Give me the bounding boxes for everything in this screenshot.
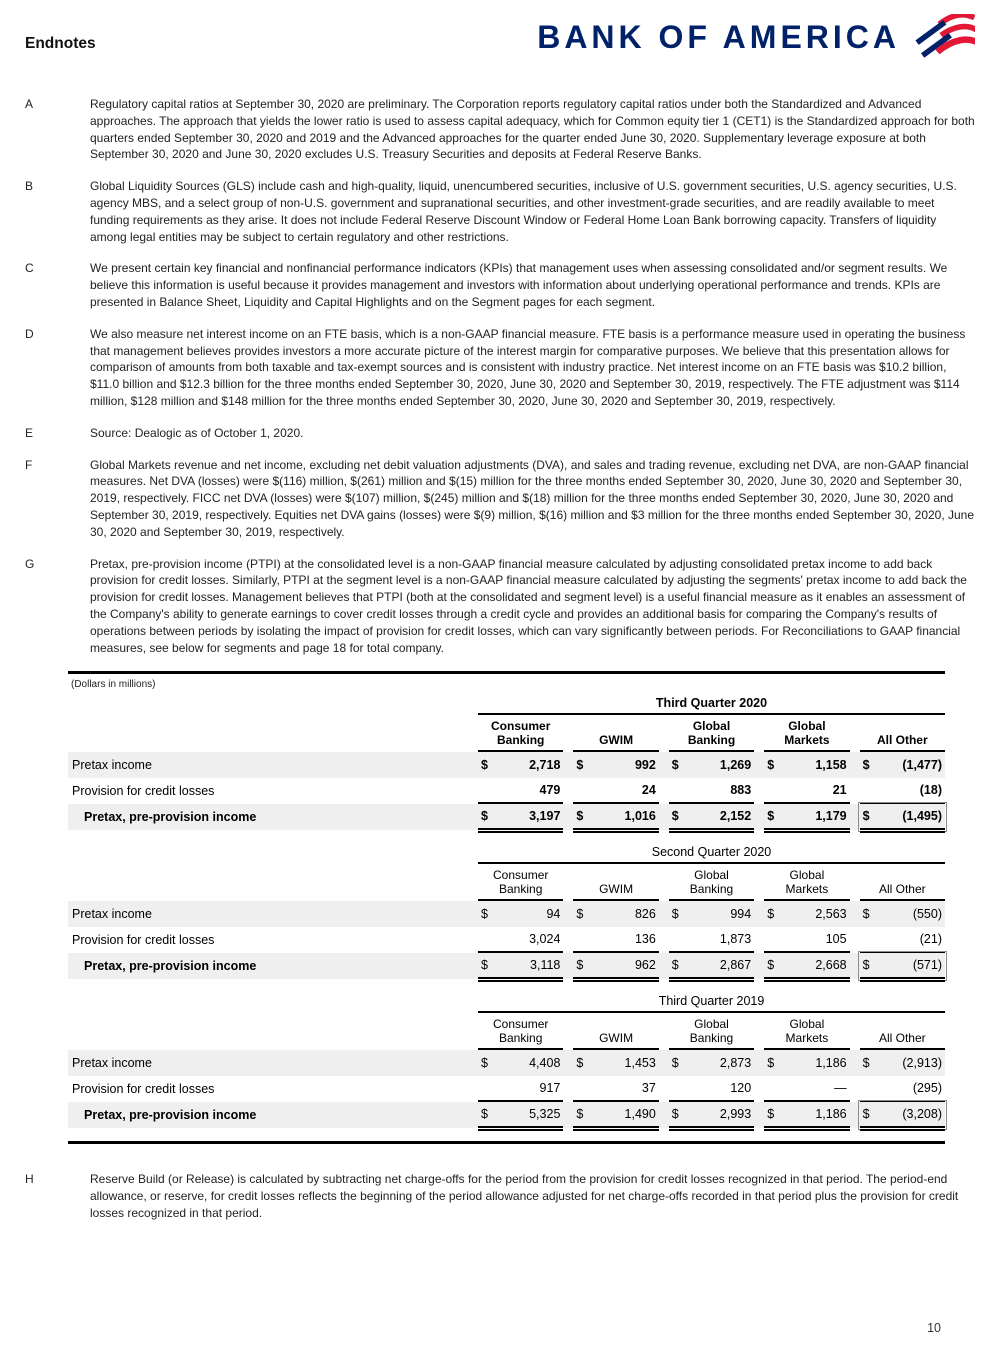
amount-box: [669, 953, 754, 979]
column-header-cell: [754, 715, 849, 752]
column-header-line: Banking: [497, 732, 545, 747]
dollar-sign: $: [576, 1056, 584, 1071]
amount-cell: [468, 804, 563, 830]
amount-value: 2,867: [719, 958, 752, 973]
dollar-sign: $: [862, 809, 870, 824]
amount-box: [860, 804, 945, 830]
column-header-line: Markets: [784, 732, 830, 747]
dollar-sign: $: [862, 958, 870, 973]
dollar-sign: $: [767, 809, 775, 824]
column-header: [764, 717, 849, 752]
column-header: [764, 1015, 849, 1050]
amount-cell: [563, 1102, 658, 1128]
amount-value: (571): [912, 958, 942, 973]
dollar-sign: $: [576, 907, 584, 922]
row-label: Provision for credit losses: [72, 784, 215, 799]
dollar-sign: $: [576, 958, 584, 973]
amount-value: 105: [825, 932, 847, 947]
amount-cell: [850, 901, 945, 927]
amount-box: [860, 752, 945, 778]
amount-box: [860, 1050, 945, 1076]
amount-value: (1,477): [902, 758, 942, 773]
amount-value: 1,453: [624, 1056, 656, 1071]
amount-value: 917: [539, 1081, 561, 1096]
bank-of-america-wordmark: BANK OF AMERICA: [537, 19, 900, 55]
column-header-cell: [468, 864, 563, 901]
column-header-row: [68, 715, 945, 752]
amount-box: [764, 778, 849, 804]
amount-box: [860, 953, 945, 979]
endnote-text: Pretax, pre-provision income (PTPI) at the consolidated level is a non-GAAP financial measure calculated by adjusting consolidated pretax income to add back provision for credit losses. Similarly, PTPI at the segment level is a non-GAAP financial measure calculated by adjusting the segments' pretax income to add back the provision for credit losses. Management believes that PTPI (both at the consolidated and segment level) is a useful financial measure as it enables an assessment of the Company's ability to generate earnings to cover credit losses through a credit cycle and provides an additional basis for comparing the Company's results of operations between periods by isolating the impact of provision for credit losses, which can vary significantly between periods. For Reconciliations to GAAP financial measures, see below for segments and page 18 for total company.: [90, 556, 967, 655]
amount-box: [573, 1102, 658, 1128]
endnote-letter: B: [25, 179, 34, 194]
endnote-h: [25, 1171, 975, 1221]
amount-value: 2,993: [719, 1107, 752, 1122]
amount-box: [764, 1102, 849, 1128]
page-header: [0, 0, 993, 62]
amount-box: [669, 901, 754, 927]
amount-value: (1,495): [902, 809, 942, 824]
amount-value: 3,118: [530, 958, 561, 973]
amount-value: 2,718: [529, 758, 561, 773]
column-header-line: Markets: [785, 1030, 829, 1045]
amount-cell: [659, 901, 754, 927]
amount-cell: [754, 1076, 849, 1102]
amount-box: [764, 927, 849, 953]
dollar-sign: $: [862, 1056, 870, 1071]
amount-box: [669, 1050, 754, 1076]
amount-cell: [563, 804, 658, 830]
amount-value: 3,197: [529, 809, 561, 824]
dollar-sign: $: [481, 907, 488, 922]
amount-cell: [468, 927, 563, 953]
amount-cell: [850, 752, 945, 778]
amount-box: [764, 953, 849, 979]
dollar-sign: $: [481, 758, 488, 773]
amount-cell: [468, 1102, 563, 1128]
amount-box: [860, 1076, 945, 1102]
column-header-line: Markets: [785, 881, 829, 896]
amount-cell: [659, 752, 754, 778]
amount-cell: [468, 1076, 563, 1102]
dollar-sign: $: [671, 1107, 679, 1122]
amount-cell: [850, 778, 945, 804]
page-number: 10: [927, 1321, 941, 1335]
endnotes-list-top: [25, 96, 975, 656]
column-header-cell: [850, 1013, 945, 1050]
amount-value: 1,179: [815, 809, 847, 824]
amount-box: [573, 1076, 658, 1102]
column-header: [478, 866, 563, 901]
dollar-sign: $: [671, 809, 679, 824]
dollar-sign: $: [767, 758, 775, 773]
amount-value: 992: [634, 758, 656, 773]
amount-cell: [563, 778, 658, 804]
amount-value: 1,490: [624, 1107, 656, 1122]
amount-box: [669, 804, 754, 830]
table-sections: [68, 696, 945, 1128]
column-header-cell: [563, 715, 658, 752]
endnote-g: [25, 556, 975, 657]
column-header-row: [68, 1013, 945, 1050]
amount-cell: [850, 1076, 945, 1102]
amount-value: 5,325: [529, 1107, 561, 1122]
column-header: [860, 731, 945, 753]
column-header: [860, 1029, 945, 1051]
column-header-cell: [468, 1013, 563, 1050]
amount-cell: [754, 1050, 849, 1076]
amount-box: [478, 953, 563, 979]
column-header-cell: [659, 715, 754, 752]
column-header-line: All Other: [878, 1030, 926, 1045]
table-row: [68, 778, 945, 804]
quarter-section: [68, 845, 945, 979]
endnote-c: [25, 260, 975, 310]
row-label: Pretax, pre-provision income: [84, 959, 257, 974]
amount-cell: [754, 778, 849, 804]
column-header-line: Banking: [499, 881, 543, 896]
amount-cell: [468, 953, 563, 979]
amount-box: [764, 1050, 849, 1076]
amount-box: [573, 953, 658, 979]
column-header-line: Global: [789, 1017, 825, 1032]
dollar-sign: $: [481, 809, 488, 824]
amount-cell: [754, 804, 849, 830]
amount-cell: [659, 1050, 754, 1076]
endnote-text: Regulatory capital ratios at September 30, 2020 are preliminary. The Corporation reports regulatory capital ratios under both the Standardized and Advanced approaches. The approach that yields the lower ratio is used to assess capital adequacy, which for Common equity tier 1 (CET1) is the Standardized approach for both quarters ended September 30, 2020 and 2019 and the Advanced approaches for the quarter ended June 30, 2020. Supplementary leverage exposure at both September 30, 2020 and June 30, 2020 excludes U.S. Treasury Securities and deposits at Federal Reserve Banks.: [90, 97, 975, 162]
row-label: Pretax income: [72, 758, 152, 773]
column-header-line: All Other: [878, 881, 926, 896]
amount-cell: [850, 1102, 945, 1128]
amount-cell: [659, 953, 754, 979]
endnote-letter: D: [25, 326, 34, 341]
dollar-sign: $: [767, 958, 775, 973]
column-header-line: Banking: [499, 1030, 543, 1045]
amount-value: 3,024: [529, 932, 561, 947]
dollar-sign: $: [767, 1107, 775, 1122]
column-header-cell: [659, 1013, 754, 1050]
amount-value: (295): [912, 1081, 942, 1096]
dollar-sign: $: [481, 1107, 488, 1122]
quarter-title: Third Quarter 2019: [478, 994, 945, 1013]
amount-cell: [754, 901, 849, 927]
table-row: [68, 752, 945, 778]
amount-value: 962: [634, 958, 656, 973]
endnote-a: [25, 96, 975, 163]
column-header-line: GWIM: [599, 881, 634, 896]
column-header: [669, 717, 754, 752]
endnote-letter: E: [25, 425, 34, 440]
amount-value: 4,408: [529, 1056, 561, 1071]
column-header-line: Global: [789, 868, 825, 883]
amount-value: 1,873: [719, 932, 752, 947]
endnote-f: [25, 457, 975, 541]
endnote-letter: A: [25, 97, 34, 111]
amount-value: 94: [546, 907, 561, 922]
column-header: [573, 880, 658, 902]
amount-value: 1,186: [815, 1056, 847, 1071]
amount-value: —: [834, 1081, 847, 1096]
endnote-b: [25, 178, 975, 245]
amount-box: [669, 752, 754, 778]
amount-box: [573, 1050, 658, 1076]
amount-value: (3,208): [902, 1107, 942, 1122]
amount-cell: [563, 953, 658, 979]
amount-value: 136: [634, 932, 656, 947]
amount-box: [478, 1076, 563, 1102]
endnote-d: [25, 326, 975, 410]
amount-box: [669, 778, 754, 804]
column-header-line: Consumer: [493, 868, 549, 883]
table-row: [68, 1050, 945, 1076]
column-header: [478, 1015, 563, 1050]
amount-value: 24: [641, 783, 656, 798]
amount-box: [478, 752, 563, 778]
column-header-cell: [659, 864, 754, 901]
amount-box: [764, 1076, 849, 1102]
quarter-title: Second Quarter 2020: [478, 845, 945, 864]
amount-value: 479: [539, 783, 561, 798]
endnote-text: Reserve Build (or Release) is calculated by subtracting net charge-offs for the period from the provision for credit losses recognized in that period. The period-end allowance, or reserve, for credit losses reflects the beginning of the period allowance adjusted for net charge-offs recorded in that period plus the provision for credit losses recognized in that period.: [90, 1172, 959, 1220]
amount-box: [669, 927, 754, 953]
column-header-line: GWIM: [599, 1030, 634, 1045]
amount-cell: [468, 1050, 563, 1076]
column-header-line: Global: [694, 1017, 729, 1032]
amount-box: [478, 927, 563, 953]
amount-value: 1,269: [719, 758, 752, 773]
dollar-sign: $: [576, 1107, 584, 1122]
amount-cell: [659, 804, 754, 830]
column-header-line: Banking: [689, 1030, 734, 1045]
bank-of-america-logo: [537, 14, 975, 62]
row-label: Pretax income: [72, 907, 152, 922]
dollar-sign: $: [767, 1056, 775, 1071]
amount-box: [478, 1102, 563, 1128]
column-header-cell: [563, 864, 658, 901]
amount-box: [573, 778, 658, 804]
endnotes-list-bottom: [25, 1171, 975, 1221]
amount-box: [669, 1076, 754, 1102]
amount-box: [669, 1102, 754, 1128]
amount-box: [478, 778, 563, 804]
column-header-line: Consumer: [493, 1017, 549, 1032]
amount-cell: [850, 953, 945, 979]
amount-cell: [563, 1076, 658, 1102]
amount-cell: [563, 1050, 658, 1076]
amount-value: (550): [912, 907, 942, 922]
table-bottom-rule: [68, 1141, 945, 1144]
amount-value: (2,913): [902, 1056, 942, 1071]
amount-cell: [563, 901, 658, 927]
column-header: [669, 866, 754, 901]
amount-cell: [754, 752, 849, 778]
endnote-text: We also measure net interest income on an FTE basis, which is a non-GAAP financial measure. FTE basis is a performance measure used in operating the business that management believes provides investors a more accurate picture of the interest margin for comparative purposes. We believe that this presentation allows for comparison of amounts from both taxable and tax-exempt sources and is consistent with industry practice. Net interest income on an FTE basis was $10.2 billion, $11.0 billion and $12.3 billion for the three months ended September 30, 2020, June 30, 2020 and September 30, 2019, respectively. The FTE adjustment was $114 million, $128 million and $148 million for the three months ended September 30, 2020, June 30, 2020 and September 30, 2019, respectively.: [90, 326, 966, 408]
dollars-in-millions-note: (Dollars in millions): [71, 679, 156, 691]
amount-cell: [659, 927, 754, 953]
endnote-text: Source: Dealogic as of October 1, 2020.: [90, 425, 304, 440]
amount-cell: [468, 752, 563, 778]
endnote-text: Global Liquidity Sources (GLS) include cash and high-quality, liquid, unencumbered securities, inclusive of U.S. government securities, U.S. agency securities, U.S. agency MBS, and a select group of non-U.S. government and supranational securities, and other investment-grade securities, and are readily available to meet funding requirements as they arise. It does not include Federal Reserve Discount Window or Federal Home Loan Bank borrowing capacity. Transfers of liquidity among legal entities may be subject to certain regulatory and other restrictions.: [90, 179, 957, 244]
dollar-sign: $: [671, 758, 679, 773]
amount-box: [573, 901, 658, 927]
amount-box: [860, 1102, 945, 1128]
amount-cell: [659, 1076, 754, 1102]
table-row: [68, 1102, 945, 1128]
amount-cell: [659, 1102, 754, 1128]
amount-box: [764, 752, 849, 778]
endnote-text: Global Markets revenue and net income, excluding net debit valuation adjustments (DVA), and sales and trading revenue, excluding net DVA, are non-GAAP financial measures. Net DVA (losses) were $(116) million, $(261) million and $(15) million for the three months ended September 30, 2020, June 30, 2020 and September 30, 2019, respectively. FICC net DVA (losses) were $(107) million, $(245) million and $(18) million for the three months ended September 30, 2020, June 30, 2020 and September 30, 2019, respectively. Equities net DVA gains (losses) were $(9) million, $(16) million and $3 million for the three months ended September 30, 2020, June 30, 2020 and September 30, 2019, respectively.: [90, 457, 975, 539]
column-header-cell: [850, 715, 945, 752]
column-header-cell: [754, 864, 849, 901]
column-header-line: Banking: [689, 881, 734, 896]
amount-box: [860, 927, 945, 953]
quarter-section: [68, 696, 945, 830]
amount-box: [573, 804, 658, 830]
amount-cell: [850, 1050, 945, 1076]
column-header-row: [68, 864, 945, 901]
pretax-reconciliation-table: [68, 671, 945, 1128]
column-header-line: All Other: [876, 732, 928, 747]
table-row: [68, 1076, 945, 1102]
amount-value: 826: [634, 907, 656, 922]
dollar-sign: $: [576, 809, 584, 824]
amount-cell: [850, 804, 945, 830]
dollar-sign: $: [862, 1107, 870, 1122]
column-header-line: Banking: [687, 732, 736, 747]
dollar-sign: $: [767, 907, 775, 922]
amount-value: 2,152: [719, 809, 752, 824]
amount-value: 120: [730, 1081, 752, 1096]
column-header: [573, 1029, 658, 1051]
endnote-text: We present certain key financial and nonfinancial performance indicators (KPIs) that management uses when assessing consolidated and/or segment results. We believe this information is useful because it provides management and investors with information about underlying operational performance and trends. KPIs are presented in Balance Sheet, Liquidity and Capital Highlights and on the Segment pages for each segment.: [90, 261, 948, 309]
amount-value: (18): [919, 783, 942, 798]
amount-value: 1,186: [815, 1107, 847, 1122]
amount-box: [573, 927, 658, 953]
amount-cell: [468, 901, 563, 927]
amount-value: 1,016: [624, 809, 656, 824]
dollar-sign: $: [671, 958, 679, 973]
amount-value: 21: [832, 783, 847, 798]
table-row: [68, 901, 945, 927]
endnote-letter: H: [25, 1172, 34, 1187]
quarter-section: [68, 994, 945, 1128]
dollar-sign: $: [671, 907, 679, 922]
column-header-line: Consumer: [491, 719, 551, 734]
amount-cell: [754, 953, 849, 979]
amount-value: 1,158: [815, 758, 847, 773]
row-label: Pretax income: [72, 1056, 152, 1071]
table-row: [68, 953, 945, 979]
quarter-title: Third Quarter 2020: [478, 696, 945, 715]
column-header: [764, 866, 849, 901]
dollar-sign: $: [481, 958, 488, 973]
row-label: Provision for credit losses: [72, 933, 215, 948]
amount-box: [764, 804, 849, 830]
dollar-sign: $: [671, 1056, 679, 1071]
column-header: [573, 731, 658, 753]
bank-of-america-flag-icon: [909, 14, 975, 62]
amount-value: 2,668: [815, 958, 847, 973]
dollar-sign: $: [481, 1056, 488, 1071]
column-header-line: Global: [694, 868, 729, 883]
column-header-cell: [468, 715, 563, 752]
endnote-letter: F: [25, 457, 33, 472]
column-header-cell: [850, 864, 945, 901]
amount-box: [860, 901, 945, 927]
dollar-sign: $: [862, 758, 870, 773]
column-header: [478, 717, 563, 752]
amount-value: 883: [730, 783, 752, 798]
row-label: Pretax, pre-provision income: [84, 1108, 257, 1123]
row-label: Provision for credit losses: [72, 1082, 215, 1097]
dollar-sign: $: [862, 907, 870, 922]
amount-box: [478, 804, 563, 830]
amount-cell: [659, 778, 754, 804]
amount-cell: [850, 927, 945, 953]
dollar-sign: $: [576, 758, 584, 773]
endnote-e: [25, 425, 975, 442]
column-header-line: Global: [692, 719, 731, 734]
endnote-letter: G: [25, 556, 35, 571]
column-header-line: Global: [788, 719, 826, 734]
amount-value: (21): [919, 932, 942, 947]
column-header: [860, 880, 945, 902]
table-row: [68, 927, 945, 953]
amount-cell: [468, 778, 563, 804]
amount-box: [573, 752, 658, 778]
amount-box: [478, 1050, 563, 1076]
amount-cell: [563, 927, 658, 953]
amount-value: 994: [730, 907, 752, 922]
column-header: [669, 1015, 754, 1050]
row-label: Pretax, pre-provision income: [84, 810, 257, 825]
amount-value: 37: [641, 1081, 656, 1096]
amount-cell: [563, 752, 658, 778]
amount-cell: [754, 1102, 849, 1128]
endnote-letter: C: [25, 261, 34, 276]
amount-cell: [754, 927, 849, 953]
table-row: [68, 804, 945, 830]
column-header-cell: [754, 1013, 849, 1050]
amount-box: [478, 901, 563, 927]
amount-value: 2,563: [815, 907, 847, 922]
column-header-cell: [563, 1013, 658, 1050]
amount-box: [764, 901, 849, 927]
amount-value: 2,873: [719, 1056, 752, 1071]
column-header-line: GWIM: [599, 732, 634, 747]
page-title: Endnotes: [25, 35, 96, 52]
amount-box: [860, 778, 945, 804]
